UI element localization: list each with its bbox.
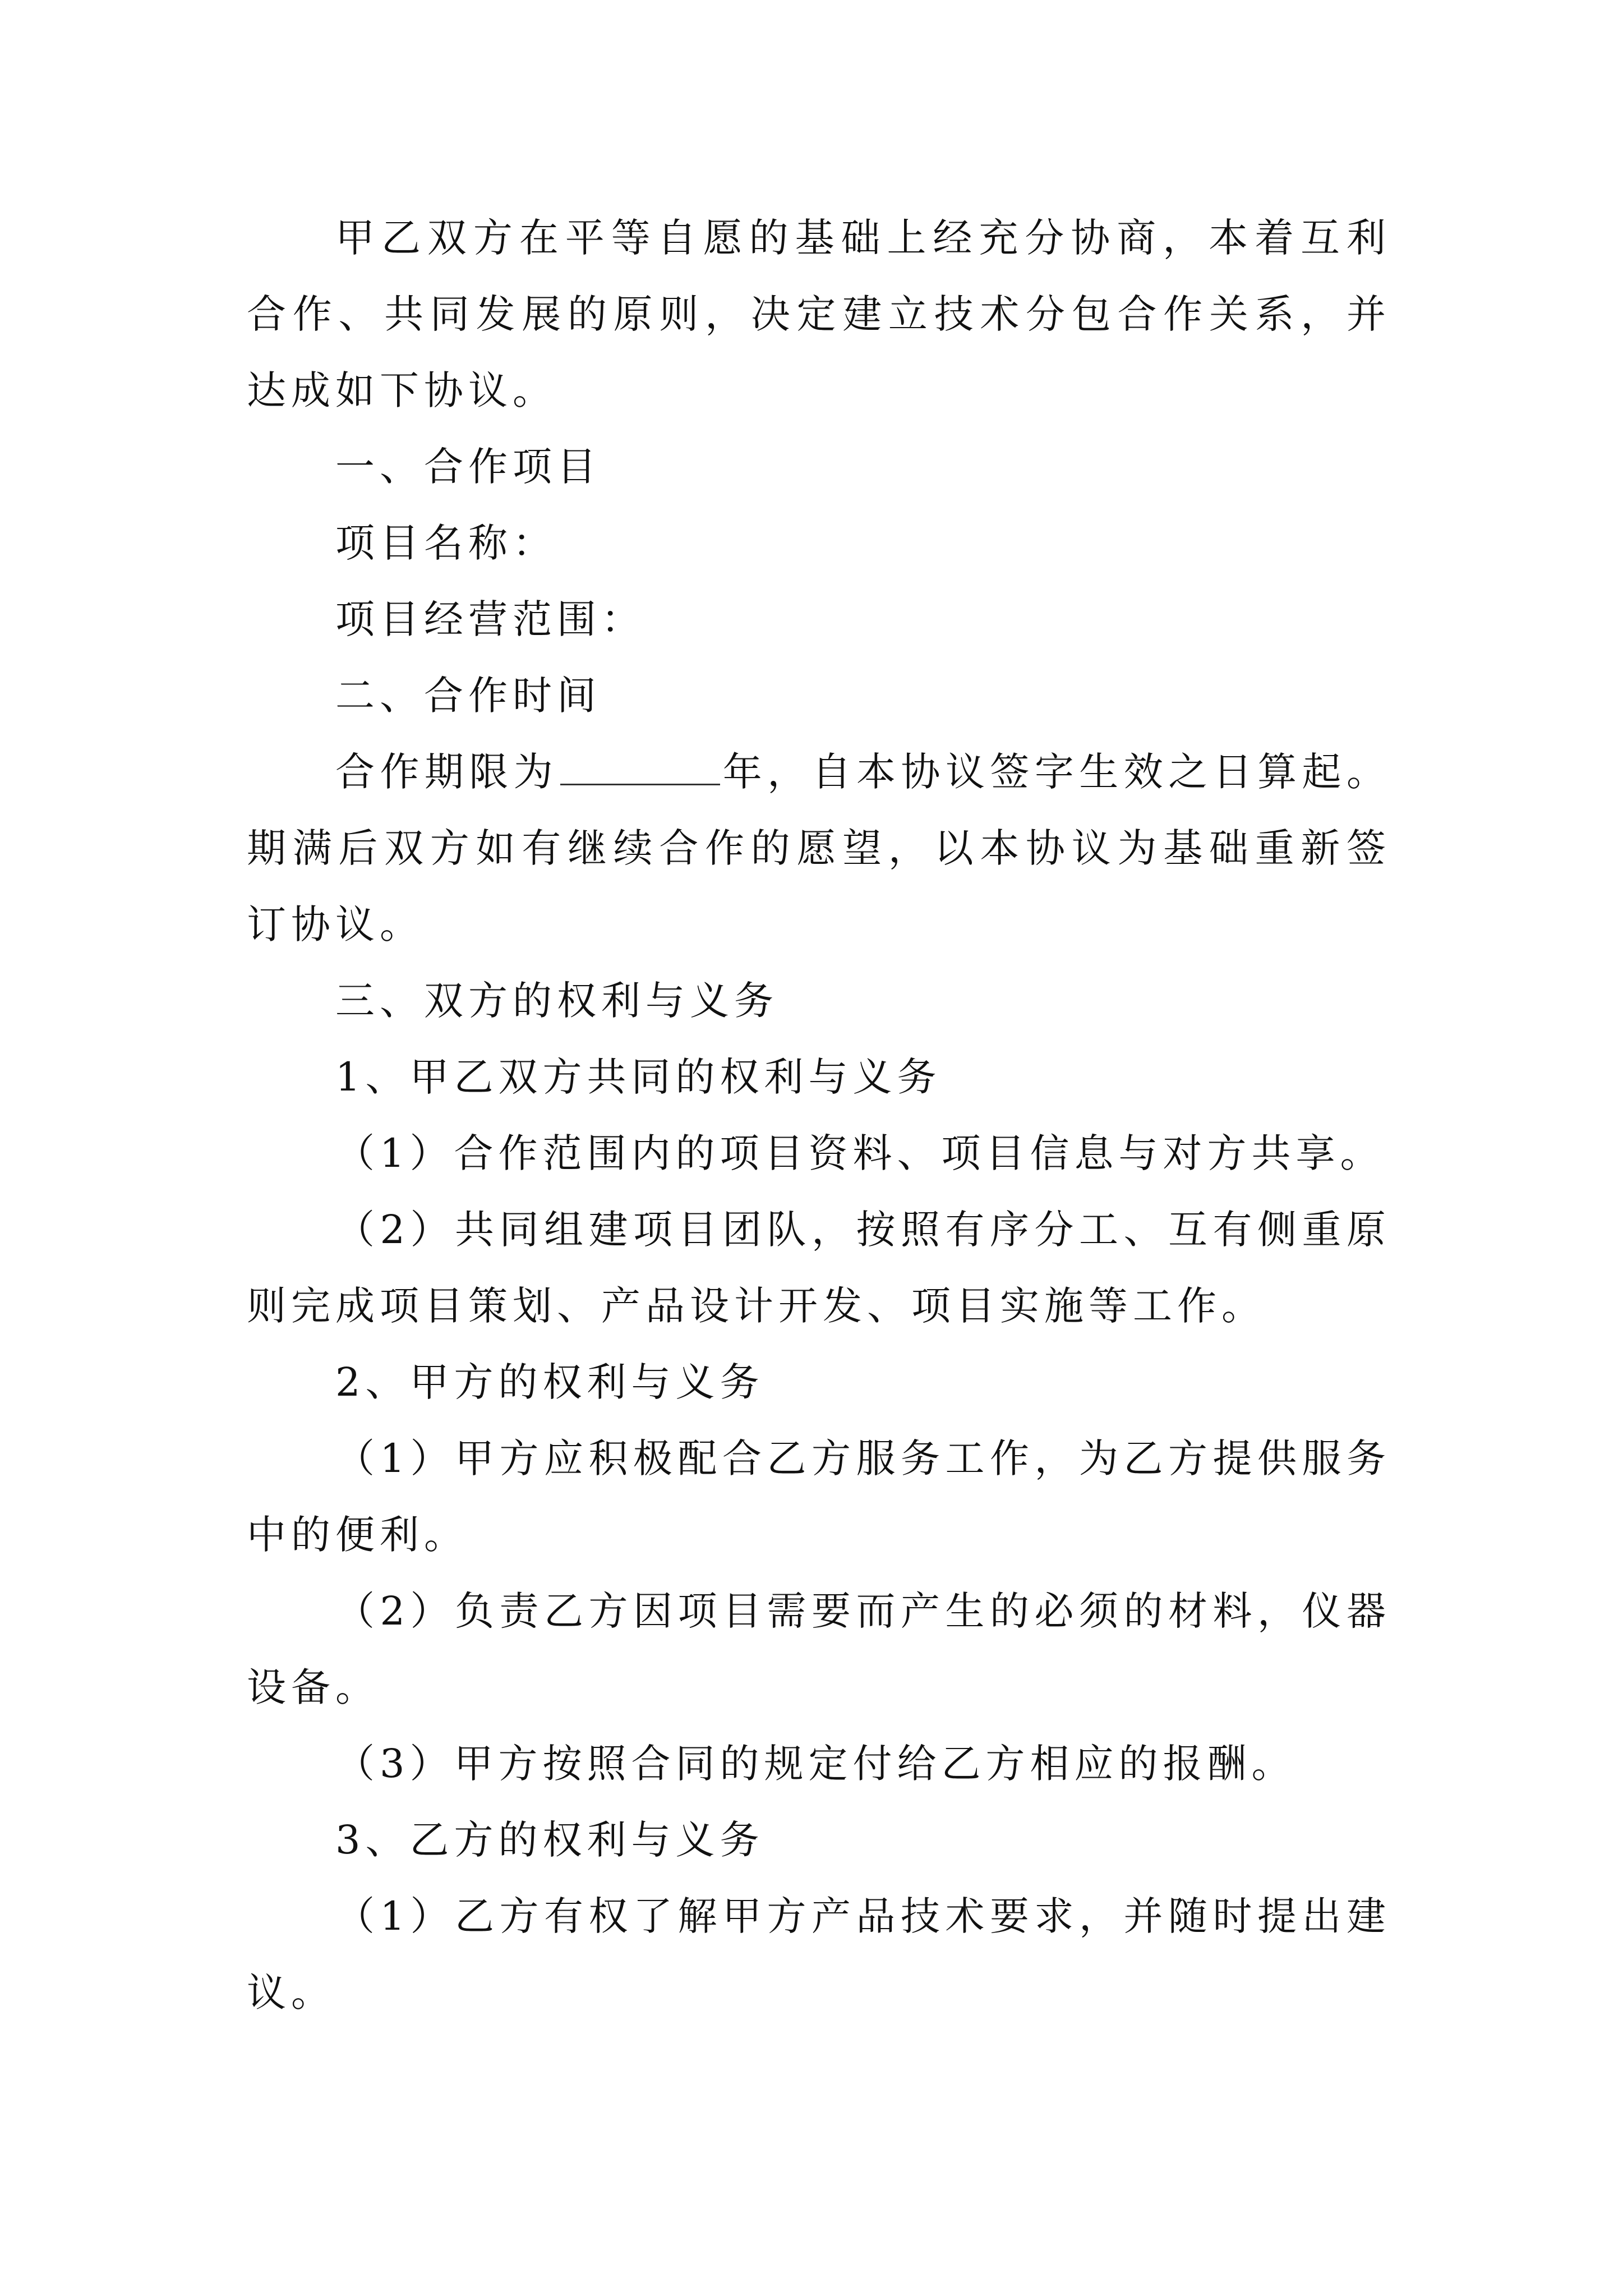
sub-1-title: 1、甲乙双方共同的权利与义务 xyxy=(335,1054,942,1100)
section-2-title: 二、合作时间 xyxy=(335,673,601,719)
term-years-blank xyxy=(560,750,720,785)
term-after-blank: 年，自本协议签字生效之日算起。期满后双方如有继续合作的愿望，以本协议为基础重新签订协议。 xyxy=(247,749,1391,947)
intro-paragraph: 甲乙双方在平等自愿的基础上经充分协商，本着互利合作、共同发展的原则，决定建立技术分包合作关系，并达成如下协议。 xyxy=(247,215,1391,413)
sub-2-item-3: （3）甲方按照合同的规定付给乙方相应的报酬。 xyxy=(335,1741,1296,1787)
project-scope-label: 项目经营范围： xyxy=(335,596,645,642)
project-name-label: 项目名称： xyxy=(335,520,557,566)
document-body xyxy=(247,200,1391,2031)
term-paragraph xyxy=(247,734,1391,963)
sub-2-item-2: （2）负责乙方因项目需要而产生的必须的材料，仪器设备。 xyxy=(247,1588,1391,1710)
sub-3-title: 3、乙方的权利与义务 xyxy=(335,1817,764,1863)
section-1-title: 一、合作项目 xyxy=(335,444,601,490)
sub-1-item-1: （1）合作范围内的项目资料、项目信息与对方共享。 xyxy=(335,1130,1385,1176)
sub-2-item-1: （1）甲方应积极配合乙方服务工作，为乙方提供服务中的便利。 xyxy=(247,1435,1391,1558)
section-3-title: 三、双方的权利与义务 xyxy=(335,978,778,1024)
sub-1-item-2: （2）共同组建项目团队，按照有序分工、互有侧重原则完成项目策划、产品设计开发、项目实施等工作。 xyxy=(247,1207,1391,1329)
sub-2-title: 2、甲方的权利与义务 xyxy=(335,1359,764,1405)
term-before-blank: 合作期限为 xyxy=(335,749,559,795)
sub-3-item-1: （1）乙方有权了解甲方产品技术要求，并随时提出建议。 xyxy=(247,1893,1391,2016)
